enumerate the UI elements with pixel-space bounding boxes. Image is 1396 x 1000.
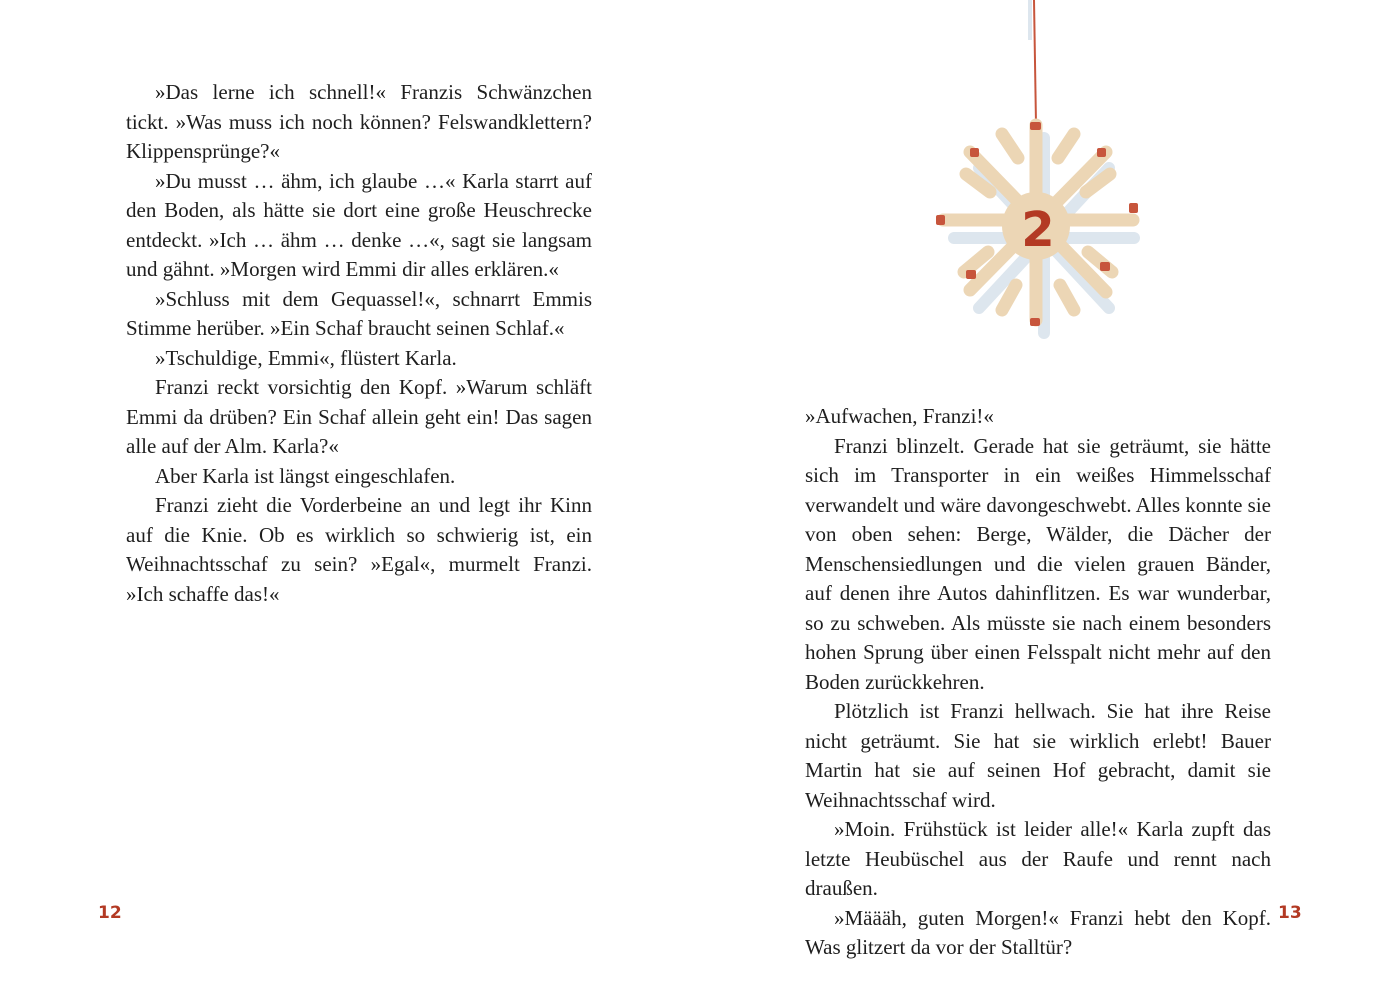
paragraph: Franzi zieht die Vorderbeine an und legt ihr Kinn auf die Knie. Ob es wirklich so schwierig ist, ein Weihnachtsschaf zu sein? »Egal«, murmelt Franzi. »Ich schaffe das!« bbox=[126, 493, 592, 606]
paragraph: »Moin. Frühstück ist leider alle!« Karla zupft das letzte Heubüschel aus der Raufe und rennt nach draußen. bbox=[805, 817, 1271, 900]
paragraph: »Schluss mit dem Gequassel!«, schnarrt Emmis Stimme herüber. »Ein Schaf braucht seinen Schlaf.« bbox=[126, 286, 592, 340]
snowflake-ornament-icon bbox=[926, 0, 1146, 340]
ornament-string bbox=[1034, 0, 1036, 124]
ornament-number: 2 bbox=[1021, 202, 1055, 258]
paragraph: Franzi reckt vorsichtig den Kopf. »Warum schläft Emmi da drüben? Ein Schaf allein geht ein! Das sagen alle auf der Alm. Karla?« bbox=[126, 375, 592, 458]
paragraph: Franzi blinzelt. Gerade hat sie geträumt, sie hätte sich im Transporter in ein weißes Himmelsschaf verwandelt und wäre davongeschwebt. Alles konnte sie von oben sehen: Berge, Wälder, die Dächer der Menschensiedlungen und die vielen grauen Bänder, auf denen ihre Autos dahinflitzen. Es war wunderbar, so zu schweben. Als müsste sie nach einem besonders hohen Sprung über einen Felsspalt nicht mehr auf den Boden zurückkehren. bbox=[805, 433, 1271, 694]
left-page-text bbox=[126, 78, 592, 609]
paragraph: Plötzlich ist Franzi hellwach. Sie hat ihre Reise nicht geträumt. Sie hat sie wirklich erlebt! Bauer Martin hat sie auf seinen Hof gebracht, damit sie Weihnachtsschaf wird. bbox=[805, 699, 1271, 812]
paragraph: »Tschuldige, Emmi«, flüstert Karla. bbox=[155, 345, 457, 370]
paragraph: »Aufwachen, Franzi!« bbox=[805, 404, 994, 428]
paragraph: »Määäh, guten Morgen!« Franzi hebt den Kopf. Was glitzert da vor der Stalltür? bbox=[805, 905, 1271, 959]
paragraph: Aber Karla ist längst eingeschlafen. bbox=[155, 463, 456, 488]
paragraph: »Du musst … ähm, ich glaube …« Karla starrt auf den Boden, als hätte sie dort eine große Heuschrecke entdeckt. »Ich … ähm … denke …«, sagt sie langsam und gähnt. »Morgen wird Emmi dir alles erklären.« bbox=[126, 168, 592, 281]
page-number-left: 12 bbox=[98, 903, 122, 923]
paragraph: »Das lerne ich schnell!« Franzis Schwänzchen tickt. »Was muss ich noch können? Felswandklettern? Klippensprünge?« bbox=[126, 80, 592, 163]
right-page bbox=[698, 0, 1396, 1000]
right-page-text bbox=[805, 402, 1271, 963]
page-number-right: 13 bbox=[1278, 903, 1302, 923]
